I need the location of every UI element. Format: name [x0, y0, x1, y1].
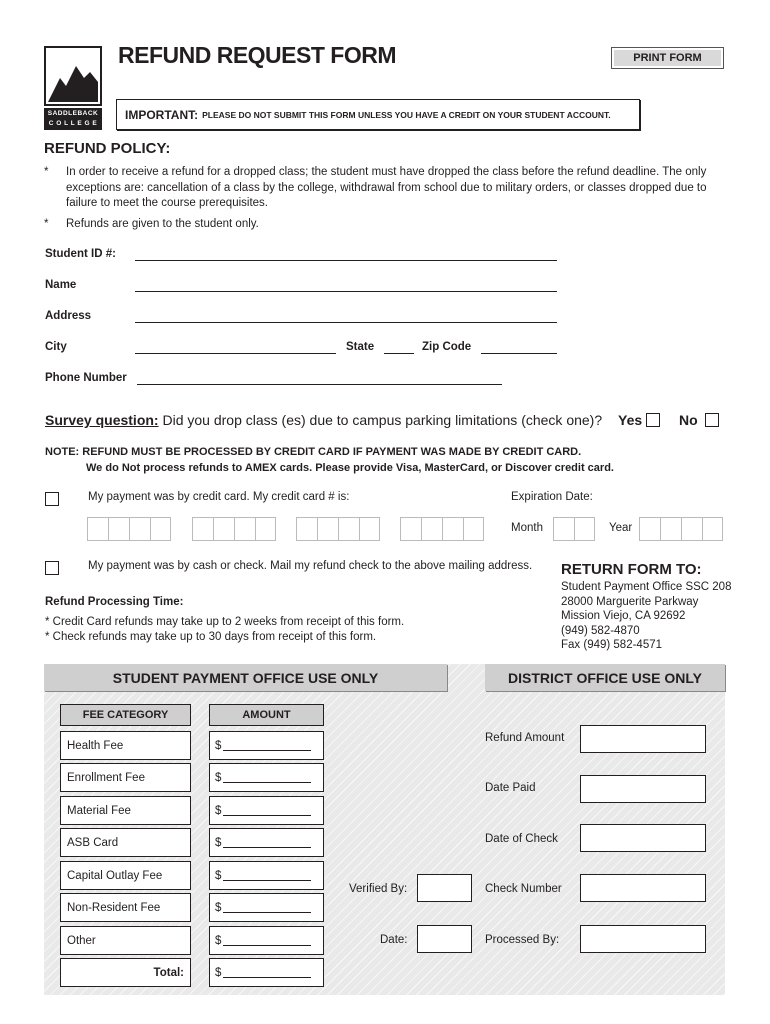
cash-check-label: My payment was by cash or check. Mail my refund check to the above mailing address.	[88, 560, 533, 572]
fee-category-cell: Enrollment Fee	[60, 763, 191, 792]
survey-yes-checkbox[interactable]	[646, 413, 660, 427]
fee-amount-field[interactable]: $	[209, 861, 324, 890]
student-id-field[interactable]	[135, 260, 557, 261]
return-form-heading: RETURN FORM TO:	[561, 561, 702, 578]
return-address: Student Payment Office SSC 208 28000 Marguerite Parkway Mission Viejo, CA 92692 (949) 582-4870 Fax (949) 582-4571	[561, 581, 732, 651]
state-field[interactable]	[384, 353, 414, 354]
logo-wordmark: SADDLEBACK C O L L E G E	[44, 108, 102, 130]
name-field[interactable]	[135, 291, 557, 292]
expiry-year-boxes[interactable]	[639, 517, 723, 541]
expiration-date-label: Expiration Date:	[511, 491, 593, 503]
processed-by-field[interactable]	[580, 925, 706, 953]
policy-item: * In order to receive a refund for a dropped class; the student must have dropped the class before the refund deadline. The only exceptions are: cancellation of a class by the college, withdrawal from school due to military orders, or classes dropped due to failure to meet the course prerequisites.	[44, 166, 707, 209]
check-number-field[interactable]	[580, 874, 706, 902]
expiry-month-boxes[interactable]	[553, 517, 595, 541]
page-title: REFUND REQUEST FORM	[118, 42, 396, 68]
fee-category-cell: Other	[60, 926, 191, 955]
card-number-group-1[interactable]	[87, 517, 171, 541]
note-line-2: We do Not process refunds to AMEX cards. Please provide Visa, MasterCard, or Discover credit card.	[86, 462, 614, 474]
date-label: Date:	[380, 934, 408, 946]
important-label: IMPORTANT:	[125, 107, 199, 122]
refund-policy-heading: REFUND POLICY:	[44, 140, 171, 157]
processing-item: * Credit Card refunds may take up to 2 weeks from receipt of this form.	[45, 616, 405, 628]
student-payment-office-header: STUDENT PAYMENT OFFICE USE ONLY	[44, 664, 447, 691]
city-field[interactable]	[135, 353, 336, 354]
fee-amount-field[interactable]: $	[209, 731, 324, 760]
card-number-group-2[interactable]	[192, 517, 276, 541]
amount-header: AMOUNT	[209, 704, 324, 726]
date-paid-label: Date Paid	[485, 782, 536, 794]
important-text: PLEASE DO NOT SUBMIT THIS FORM UNLESS YOU HAVE A CREDIT ON YOUR STUDENT ACCOUNT.	[202, 109, 611, 120]
important-notice	[116, 99, 640, 130]
processing-heading: Refund Processing Time:	[45, 596, 184, 608]
total-amount-field[interactable]: $	[209, 958, 324, 987]
total-label: Total:	[60, 958, 191, 987]
fee-amount-field[interactable]: $	[209, 763, 324, 792]
credit-card-checkbox[interactable]	[45, 492, 59, 506]
survey-no-checkbox[interactable]	[705, 413, 719, 427]
verified-by-field[interactable]	[417, 874, 472, 902]
city-label: City	[45, 341, 67, 353]
refund-amount-field[interactable]	[580, 725, 706, 753]
verified-by-label: Verified By:	[349, 883, 408, 895]
fee-amount-field[interactable]: $	[209, 828, 324, 857]
survey-question: Survey question: Did you drop class (es) due to campus parking limitations (check one)?	[45, 412, 603, 428]
cash-check-checkbox[interactable]	[45, 561, 59, 575]
phone-label: Phone Number	[45, 372, 127, 384]
zip-label: Zip Code	[422, 341, 472, 353]
college-logo	[44, 46, 102, 130]
date-of-check-field[interactable]	[580, 824, 706, 852]
fee-category-cell: Non-Resident Fee	[60, 893, 191, 922]
processing-item: * Check refunds may take up to 30 days from receipt of this form.	[45, 631, 377, 643]
print-form-button[interactable]: PRINT FORM	[611, 47, 724, 69]
name-label: Name	[45, 279, 77, 291]
date-of-check-label: Date of Check	[485, 833, 558, 845]
fee-category-cell: Capital Outlay Fee	[60, 861, 191, 890]
address-field[interactable]	[135, 322, 557, 323]
fee-amount-field[interactable]: $	[209, 796, 324, 825]
date-paid-field[interactable]	[580, 775, 706, 803]
fee-category-cell: Material Fee	[60, 796, 191, 825]
zip-field[interactable]	[481, 353, 557, 354]
fee-amount-field[interactable]: $	[209, 893, 324, 922]
fee-category-cell: ASB Card	[60, 828, 191, 857]
date-field[interactable]	[417, 925, 472, 953]
mountain-logo-icon	[44, 46, 102, 106]
fee-amount-field[interactable]: $	[209, 926, 324, 955]
survey-no-label: No	[679, 412, 698, 428]
fee-category-header: FEE CATEGORY	[60, 704, 191, 726]
processed-by-label: Processed By:	[485, 934, 560, 946]
credit-card-label: My payment was by credit card. My credit card # is:	[88, 491, 350, 503]
state-label: State	[346, 341, 375, 353]
card-number-group-3[interactable]	[296, 517, 380, 541]
refund-amount-label: Refund Amount	[485, 732, 565, 744]
month-label: Month	[511, 522, 543, 534]
survey-yes-label: Yes	[618, 412, 643, 428]
policy-item: * Refunds are given to the student only.	[44, 218, 259, 230]
phone-field[interactable]	[137, 384, 502, 385]
note-line-1: NOTE: REFUND MUST BE PROCESSED BY CREDIT CARD IF PAYMENT WAS MADE BY CREDIT CARD.	[45, 446, 582, 458]
fee-category-cell: Health Fee	[60, 731, 191, 760]
district-office-header: DISTRICT OFFICE USE ONLY	[485, 664, 725, 691]
student-id-label: Student ID #:	[45, 248, 116, 260]
check-number-label: Check Number	[485, 883, 562, 895]
card-number-group-4[interactable]	[400, 517, 484, 541]
year-label: Year	[609, 522, 633, 534]
address-label: Address	[45, 310, 92, 322]
